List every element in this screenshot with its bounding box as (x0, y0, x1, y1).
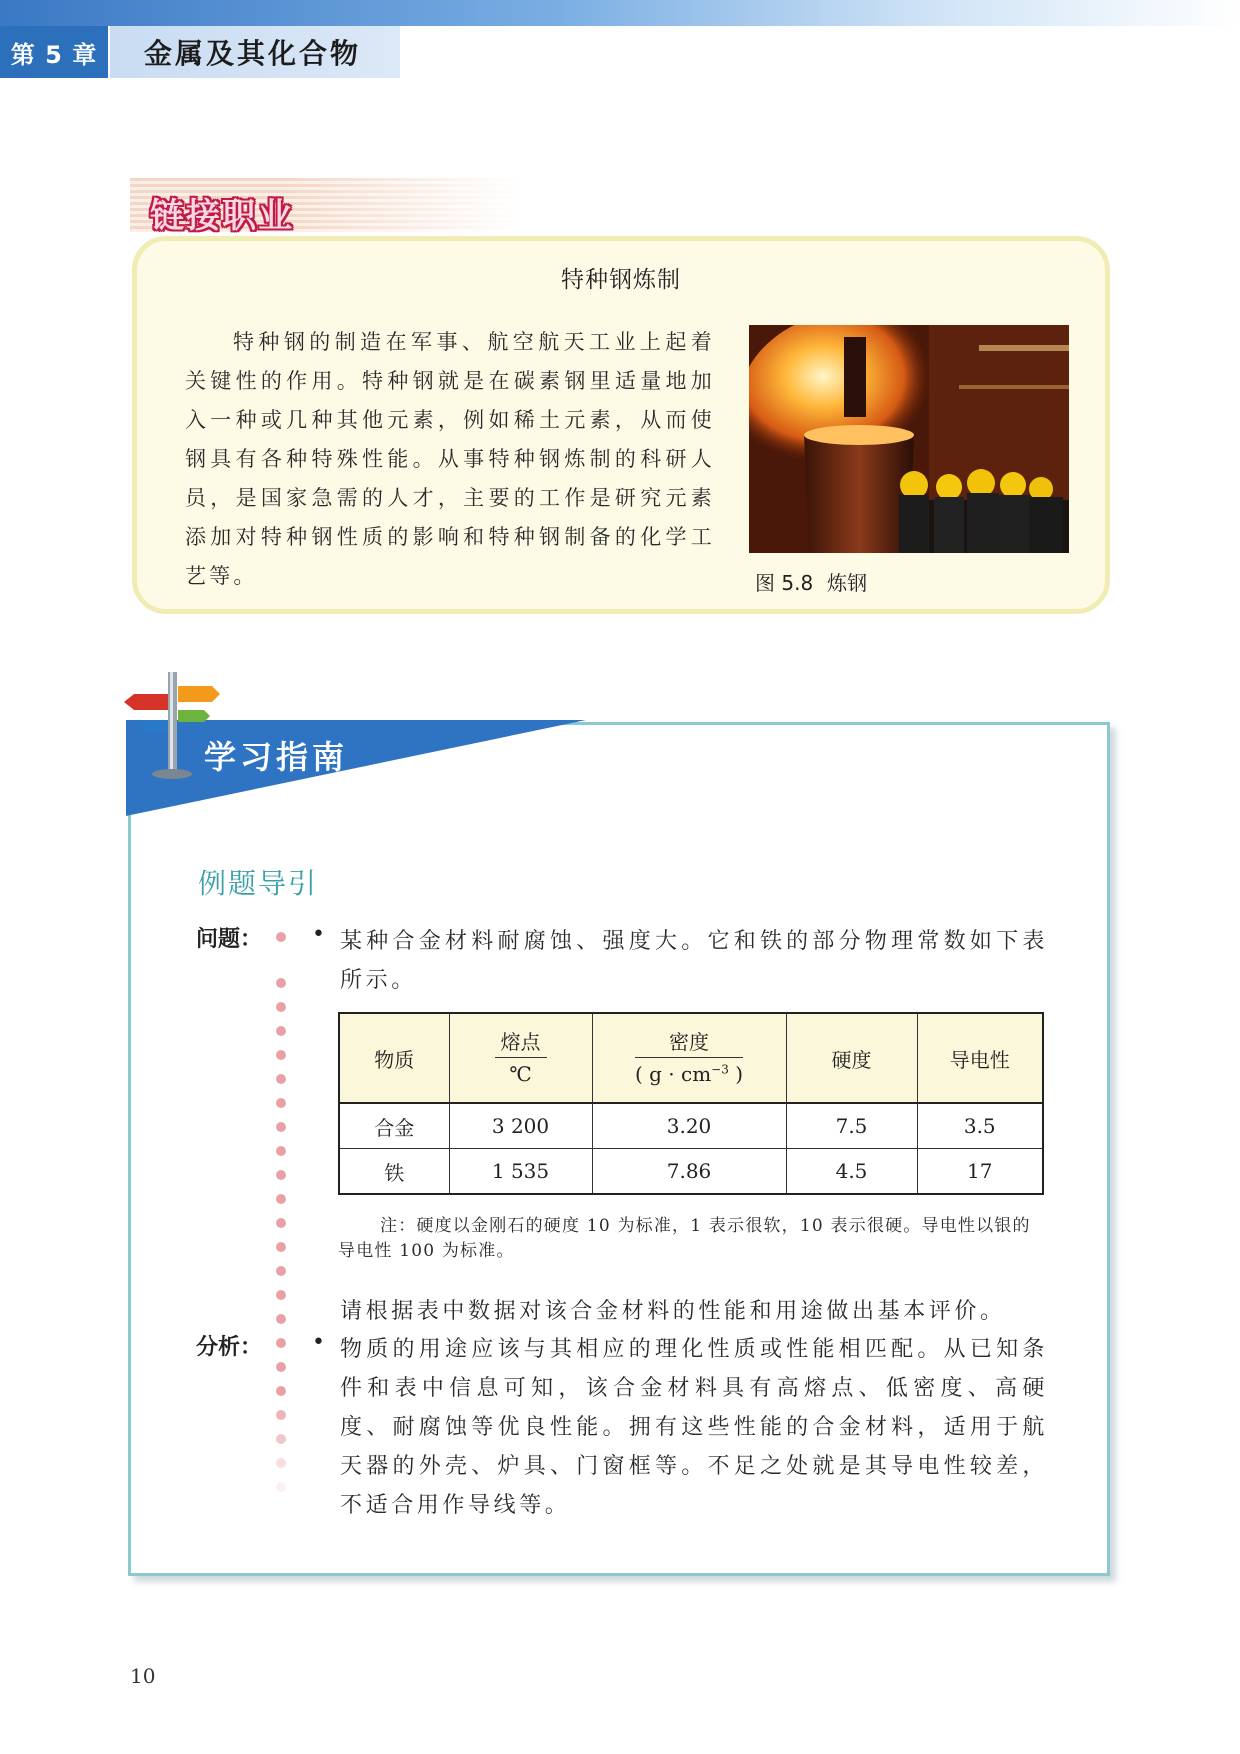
analysis-text: 物质的用途应该与其相应的理化性质或性能相匹配。从已知条件和表中信息可知，该合金材料具有高熔点、低密度、高硬度、耐腐蚀等优良性能。拥有这些性能的合金材料，适用于航天器的外壳、炉具、门窗框等。不足之处就是其导电性较差，不适合用作导线等。 (340, 1337, 1048, 1518)
physical-constants-table (338, 1012, 1044, 1195)
cell-density: 7.86 (592, 1149, 786, 1195)
header-density (592, 1013, 786, 1103)
cell-substance: 铁 (339, 1149, 449, 1195)
header-gradient-bar (0, 0, 1240, 26)
career-label: 链接职业 (150, 196, 294, 236)
density-unit-open: ( g · cm (634, 1062, 712, 1086)
header-substance: 物质 (339, 1013, 449, 1103)
density-unit (635, 1058, 743, 1087)
cell-conductivity: 3.5 (917, 1103, 1043, 1149)
analysis-label: 分析： (196, 1335, 263, 1360)
melting-point-label: 熔点 (495, 1029, 547, 1058)
question-label: 问题： (196, 927, 263, 952)
table-header-row (339, 1013, 1043, 1103)
career-box (132, 236, 1110, 614)
chapter-badge: 第 5 章 (0, 26, 108, 78)
cell-melting-point: 1 535 (449, 1149, 592, 1195)
question-text: 某种合金材料耐腐蚀、强度大。它和铁的部分物理常数如下表所示。 (340, 929, 1048, 993)
cell-hardness: 7.5 (786, 1103, 917, 1149)
header-melting-point (449, 1013, 592, 1103)
analysis-bullet: • (312, 1330, 325, 1355)
table-row (339, 1149, 1043, 1195)
chapter-title: 金属及其化合物 (110, 26, 400, 78)
steelmaking-illustration (749, 325, 1069, 553)
cell-hardness: 4.5 (786, 1149, 917, 1195)
career-title: 特种钢炼制 (561, 267, 681, 293)
study-guide-title: 学习指南 (204, 738, 349, 776)
figure-caption-text: 炼钢 (827, 571, 868, 595)
density-unit-close: ) (728, 1062, 744, 1086)
table-note: 注：硬度以金刚石的硬度 10 为标准，1 表示很软，10 表示很硬。导电性以银的导电性 100 为标准。 (338, 1216, 1031, 1261)
question-prompt: 请根据表中数据对该合金材料的性能和用途做出基本评价。 (340, 1299, 1006, 1324)
melting-point-unit: ℃ (509, 1062, 532, 1086)
section-title: 例题导引 (198, 867, 319, 900)
density-label: 密度 (635, 1029, 743, 1058)
table-row (339, 1103, 1043, 1149)
cell-conductivity: 17 (917, 1149, 1043, 1195)
question-bullet: • (312, 922, 325, 947)
career-text: 特种钢的制造在军事、航空航天工业上起着关键性的作用。特种钢就是在碳素钢里适量地加入一种或几种其他元素，例如稀土元素，从而使钢具有各种特殊性能。从事特种钢炼制的科研人员，是国家急需的人才，主要的工作是研究元素添加对特种钢性质的影响和特种钢制备的化学工艺等。 (185, 330, 715, 588)
figure-caption (755, 567, 955, 596)
page-number: 10 (130, 1664, 156, 1688)
dotted-margin-decoration (274, 930, 288, 1510)
steelmaking-photo (749, 325, 1069, 553)
cell-substance: 合金 (339, 1103, 449, 1149)
cell-melting-point: 3 200 (449, 1103, 592, 1149)
figure-number: 图 5.8 (755, 571, 814, 595)
density-unit-exponent: −3 (711, 1062, 729, 1077)
cell-density: 3.20 (592, 1103, 786, 1149)
header-conductivity: 导电性 (917, 1013, 1043, 1103)
header-hardness: 硬度 (786, 1013, 917, 1103)
